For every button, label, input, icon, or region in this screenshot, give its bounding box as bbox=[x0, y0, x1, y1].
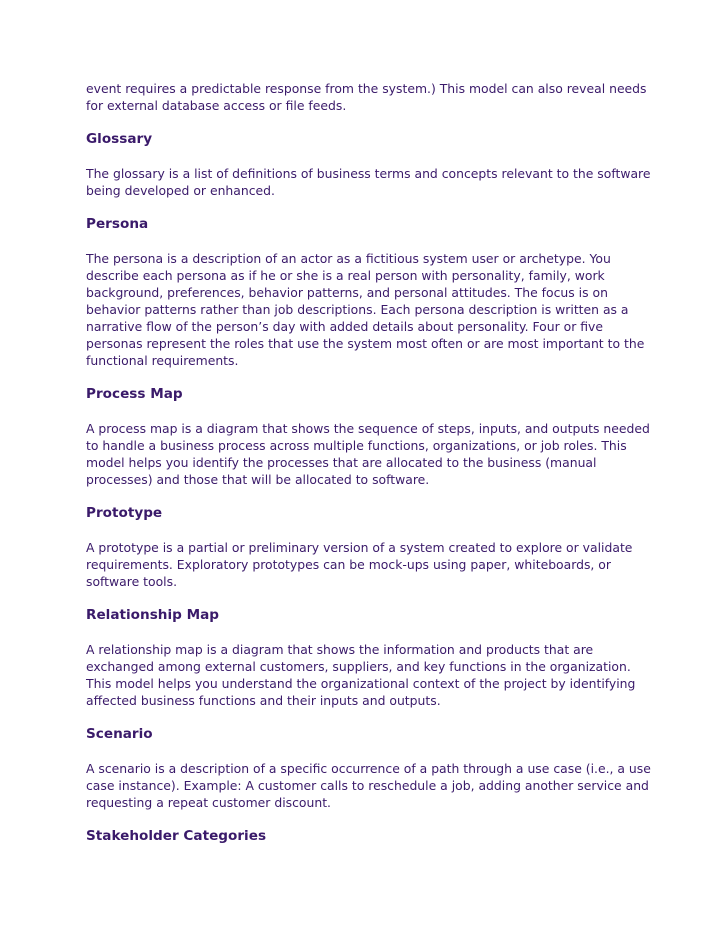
section-title-persona: Persona bbox=[86, 216, 149, 232]
spacer bbox=[86, 233, 656, 250]
spacer bbox=[86, 811, 656, 828]
spacer bbox=[86, 590, 656, 607]
spacer bbox=[86, 403, 656, 420]
spacer bbox=[86, 624, 656, 641]
spacer bbox=[86, 743, 656, 760]
spacer bbox=[86, 199, 656, 216]
intro-paragraph: event requires a predictable response from the system.) This model can also reveal needs for external database access or file feeds. bbox=[86, 81, 647, 113]
section-title-process-map: Process Map bbox=[86, 386, 183, 402]
spacer bbox=[86, 709, 656, 726]
section-body-persona: The persona is a description of an actor as a fictitious system user or archetype. You describe each persona as if he or she is a real person with personality, family, work background, preferences, behavior patterns, and personal attitudes. The focus is on behavior patterns rather than job descriptions. Each persona description is written as a narrative flow of the person’s day with added details about personality. Four or five personas represent the roles that use the system most often or are most important to the functional requirements. bbox=[86, 251, 645, 368]
section-title-stakeholder-categories: Stakeholder Categories bbox=[86, 828, 267, 844]
section-body-relationship-map: A relationship map is a diagram that shows the information and products that are exchanged among external customers, suppliers, and key functions in the organization. This model helps you understand the organizational context of the project by identifying affected business functions and their inputs and outputs. bbox=[86, 642, 636, 708]
spacer bbox=[86, 114, 656, 131]
section-body-prototype: A prototype is a partial or preliminary version of a system created to explore or validate requirements. Exploratory prototypes can be mock-ups using paper, whiteboards, or software tools. bbox=[86, 540, 633, 589]
section-title-glossary: Glossary bbox=[86, 131, 153, 147]
section-body-glossary: The glossary is a list of definitions of business terms and concepts relevant to the software being developed or enhanced. bbox=[86, 166, 651, 198]
section-body-scenario: A scenario is a description of a specific occurrence of a path through a use case (i.e., a use case instance). Example: A customer calls to reschedule a job, adding another service and requesting a repeat customer discount. bbox=[86, 761, 651, 810]
section-title-scenario: Scenario bbox=[86, 726, 153, 742]
spacer bbox=[86, 148, 656, 165]
section-title-prototype: Prototype bbox=[86, 505, 163, 521]
spacer bbox=[86, 369, 656, 386]
section-title-relationship-map: Relationship Map bbox=[86, 607, 220, 623]
spacer bbox=[86, 488, 656, 505]
spacer bbox=[86, 522, 656, 539]
section-body-process-map: A process map is a diagram that shows the sequence of steps, inputs, and outputs needed to handle a business process across multiple functions, organizations, or job roles. This model helps you identify the processes that are allocated to the business (manual processes) and those that will be allocated to software. bbox=[86, 421, 650, 487]
document-page bbox=[86, 80, 656, 845]
